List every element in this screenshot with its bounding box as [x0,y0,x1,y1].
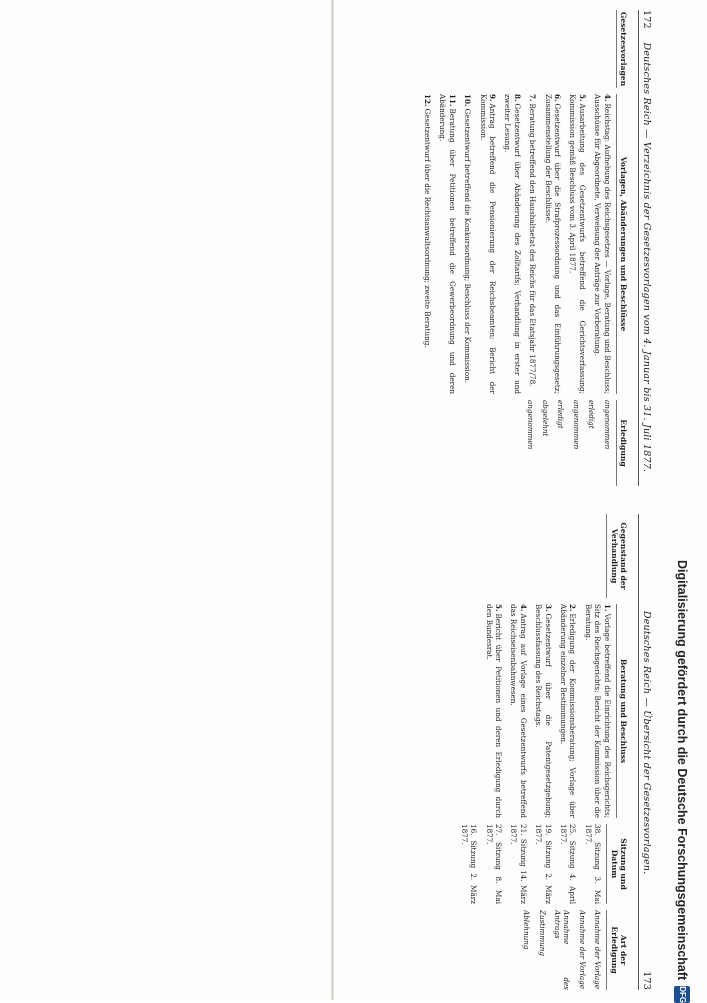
list-item: 7.Beratung betreffend den Haushaltsetat des Reichs für das Etatsjahr 1877/78. [528,94,538,387]
right-col-result [6,910,628,990]
list-item: 5.Bericht über Petitionen und deren Erledigung durch den Bundesrat. [484,604,503,818]
result-item: erledigt [587,400,597,429]
left-running-head [638,10,652,486]
right-page-number: 173 [641,971,652,990]
list-item: 8.Gesetzentwurf über Abänderung des Zolltarifs; Verhandlung in erster und zweiter Lesung. [503,94,522,394]
right-col-head-3: Sitzung und Datum [606,824,628,904]
list-item: 1.Vorlage betreffend die Einrichtung des Reichsgerichts; Sitz des Reichsgerichts; Bericht der Kommission über die Beratung. [583,604,612,818]
left-running-title: Deutsches Reich — Verzeichnis der Gesetzesvorlagen vom 4. Januar bis 31. Juli 1877. [641,42,652,473]
list-item: 9.Antrag betreffend die Pensionierung der Reichsbeamten; Bericht der Kommission. [478,94,497,394]
list-item: 12.Gesetzentwurf über die Rechtsanwaltsordnung; zweite Beratung. [422,94,432,348]
session-item: 16. Sitzung 2. März 1877. [459,824,479,904]
result-item: angenommen [525,400,535,450]
digitization-banner [665,560,701,1003]
dfg-logo-icon: DFG [674,986,690,1003]
left-page-number: 172 [641,10,652,29]
list-item: 2.Erledigung der Kommissionsberatung; Vorlage über Abänderung einzelner Bestimmungen. [558,604,578,818]
result-item: abgelehnt [540,400,550,437]
result-item: angenommen [602,400,612,450]
result-item: Annahme der Vorlage [593,910,603,990]
list-item: 11.Beratung über Petitionen betreffend die Gewerbeordnung und deren Abänderung. [438,94,457,394]
right-running-title: Deutsches Reich — Übersicht der Gesetzesvorlagen. [641,610,652,875]
right-col-head-4: Art der Erledigung [606,910,628,990]
right-col-subject [6,514,628,598]
result-item: angenommen [571,400,581,450]
right-page [0,504,660,1000]
right-col-head-1: Gegenstand der Verhandlung [606,514,628,598]
list-item: 4.Antrag auf Vorlage eines Gesetzentwurfs betreffend das Reichseisenbahnwesen. [509,604,528,818]
left-col-head-1: Gesetzesvorlagen [616,10,628,88]
list-item: 10.Gesetzentwurf betreffend die Konkursordnung; Beschluss der Kommission. [463,94,473,383]
session-item: 27. Sitzung 8. Mai 1877. [484,824,503,904]
result-item: Annahme der Vorlage [577,910,587,990]
list-item: 3.Gesetzentwurf über die Patentgesetzgebung; Beschlussfassung des Reichstags. [534,604,553,818]
left-col-head-2: Vorlagen, Abänderungen und Beschlüsse [616,94,628,394]
left-col-head-3: Erledigung [616,400,628,486]
result-item: Annahme des Antrags [552,910,572,990]
left-page [0,0,660,496]
right-col-body [6,604,628,818]
left-col-body [6,94,628,394]
result-item: Ablehnung [522,910,532,950]
result-item: Zustimmung [537,910,547,956]
session-item: 19. Sitzung 2. März 1877. [534,824,553,904]
right-col-session [6,824,628,904]
digitization-text [667,560,697,1003]
result-item: erledigt [556,400,566,429]
right-running-head [638,514,652,990]
session-item: 21. Sitzung 14. März 1877. [509,824,528,904]
session-item: 38. Sitzung 3. Mai 1877. [583,824,603,904]
right-table [6,514,628,990]
left-col-subject [6,10,628,88]
left-col-result [6,400,628,486]
list-item: 4.Reichstag: Aufhebung des Reichsgesetzes — Vorlage, Beratung und Beschluss; Ausschüsse für Abgeordnete, Verweisung der Anträge zur Vorberatung. [593,94,612,394]
left-table [6,10,628,486]
banner-text: Digitalisierung gefördert durch die Deutsche Forschungsgemeinschaft [675,560,689,981]
list-item: 6.Gesetzentwurf über die Strafprozessordnung und das Einführungsgesetz; Zusammenstellung der Beschlüsse. [543,94,562,394]
session-item: 25. Sitzung 4. April 1877. [558,824,578,904]
right-col-head-2: Beratung und Beschluss [616,604,628,818]
list-item: 5.Ausarbeitung des Gesetzentwurfs betreffend die Gerichtsverfassung; Kommission gemäß Beschluss vom 3. April 1877. [568,94,587,394]
